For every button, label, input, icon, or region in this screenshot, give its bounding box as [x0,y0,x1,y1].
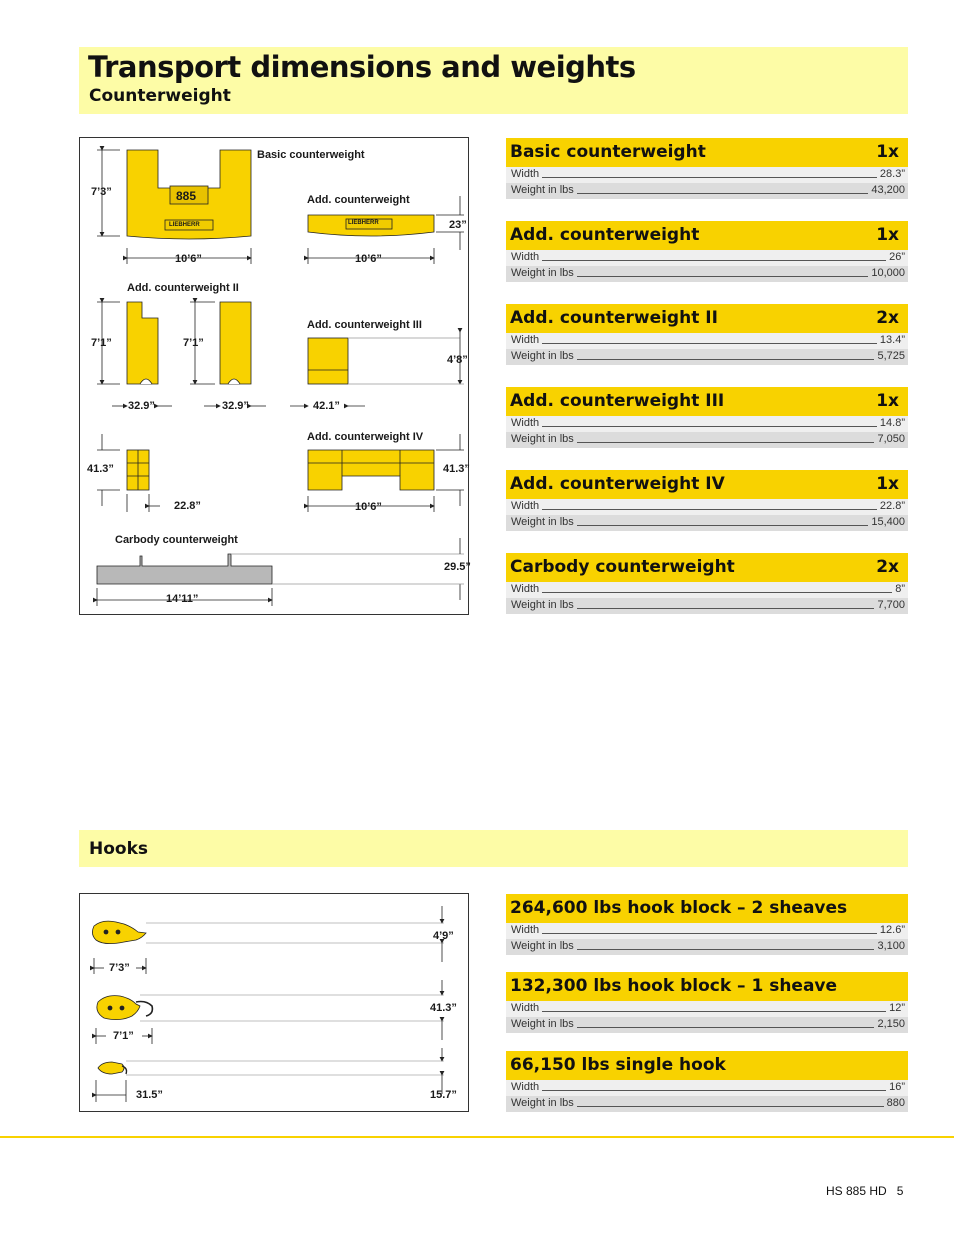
spec-row-width [506,250,908,266]
weight-label: Weight in lbs [511,516,577,528]
carbody-counterweight-label: Carbody counterweight [115,534,238,546]
weight-label: Weight in lbs [511,350,577,362]
width-label: Width [511,924,542,936]
add-height-dim: 23” [449,219,467,231]
page-number: 5 [896,1184,904,1198]
spec-header [506,894,908,923]
spec-name: Add. counterweight III [510,391,725,411]
footer [826,1184,903,1198]
add-counterweight-3-label: Add. counterweight III [307,319,422,331]
spec-row-weight [506,349,908,365]
hook2-height-dim: 41.3” [430,1002,457,1014]
width-value: 13.4” [877,334,905,346]
spec-row-weight [506,939,908,955]
add-counterweight-4-label: Add. counterweight IV [307,431,424,443]
weight-value: 3,100 [874,940,905,952]
width-label: Width [511,583,542,595]
hook3-height-dim: 15.7” [430,1089,457,1101]
section-title-hooks: Hooks [89,839,149,859]
spec-hook-block-2-sheaves [506,894,908,955]
spec-quantity: 2x [876,557,899,577]
add-counterweight-2-shape-a [127,302,158,384]
width-value: 26” [886,251,905,263]
spec-add-counterweight-2 [506,304,908,365]
carbody-counterweight-shape [97,554,272,584]
basic-brand-logo: LIEBHERR [169,222,200,228]
spec-single-hook [506,1051,908,1112]
weight-label: Weight in lbs [511,433,577,445]
spec-row-weight [506,515,908,531]
weight-label: Weight in lbs [511,940,577,952]
add2-height-a-dim: 7’1” [91,337,112,349]
weight-value: 7,700 [874,599,905,611]
basic-counterweight-label: Basic counterweight [257,149,365,161]
weight-label: Weight in lbs [511,1097,577,1109]
add2-width-a-dim: 32.9” [128,400,155,412]
footer-model: HS 885 HD [826,1184,887,1198]
spec-row-weight [506,1017,908,1033]
spec-row-weight [506,266,908,282]
spec-quantity: 1x [876,225,899,245]
spec-name: Add. counterweight II [510,308,718,328]
add2-width-b-dim: 32.9” [222,400,249,412]
spec-header [506,470,908,499]
spec-header [506,553,908,582]
add-counterweight-3-shape [308,338,348,384]
width-value: 16” [886,1081,905,1093]
spec-row-width [506,1001,908,1017]
spec-quantity: 1x [876,474,899,494]
add4-side-height-dim: 41.3” [87,463,114,475]
weight-value: 43,200 [868,184,905,196]
hooks-band [79,830,908,867]
basic-width-dim: 10’6” [175,253,202,265]
basic-model-mark: 885 [176,189,197,203]
width-value: 22.8” [877,500,905,512]
spec-row-weight [506,598,908,614]
weight-label: Weight in lbs [511,184,577,196]
spec-quantity: 1x [876,142,899,162]
weight-value: 15,400 [868,516,905,528]
spec-name: 264,600 lbs hook block – 2 sheaves [510,898,848,918]
spec-add-counterweight-3 [506,387,908,448]
carbody-height-dim: 29.5” [444,561,471,573]
spec-header [506,221,908,250]
weight-value: 880 [884,1097,905,1109]
spec-carbody-counterweight [506,553,908,614]
add-counterweight-2-shape-b [220,302,251,384]
width-value: 14.8” [877,417,905,429]
spec-row-width [506,416,908,432]
spec-add-counterweight-4 [506,470,908,531]
footer-rule [0,1136,954,1138]
spec-row-width [506,333,908,349]
weight-value: 5,725 [874,350,905,362]
weight-value: 7,050 [874,433,905,445]
add4-height-dim: 41.3” [443,463,470,475]
single-hook-shape [98,1062,124,1074]
spec-row-width [506,923,908,939]
hooks-drawing [80,894,468,1111]
hook-block-1-sheave-shape [97,996,140,1020]
add-counterweight-label: Add. counterweight [307,194,410,206]
spec-row-weight [506,1096,908,1112]
spec-row-width [506,167,908,183]
spec-row-width [506,499,908,515]
spec-header [506,972,908,1001]
weight-label: Weight in lbs [511,1018,577,1030]
spec-header [506,387,908,416]
add-brand-logo: LIEBHERR [348,220,379,226]
spec-name: 66,150 lbs single hook [510,1055,726,1075]
spec-basic-counterweight [506,138,908,199]
hook1-height-dim: 4’9” [433,930,454,942]
hook3-width-dim: 31.5” [136,1089,163,1101]
spec-add-counterweight [506,221,908,282]
add-width-dim: 10’6” [355,253,382,265]
weight-value: 2,150 [874,1018,905,1030]
title-band [79,47,908,114]
add4-side-width-dim: 22.8” [174,500,201,512]
spec-hook-block-1-sheave [506,972,908,1033]
hook1-width-dim: 7’3” [109,962,130,974]
add-counterweight-4-shape [308,450,434,490]
width-label: Width [511,500,542,512]
width-label: Width [511,334,542,346]
width-value: 12.6” [877,924,905,936]
spec-name: Add. counterweight [510,225,700,245]
width-label: Width [511,251,542,263]
weight-label: Weight in lbs [511,267,577,279]
weight-label: Weight in lbs [511,599,577,611]
spec-header [506,304,908,333]
spec-header [506,138,908,167]
basic-height-dim: 7’3” [91,186,112,198]
page-title: Transport dimensions and weights [88,50,636,84]
spec-row-width [506,582,908,598]
spec-name: 132,300 lbs hook block – 1 sheave [510,976,838,996]
spec-row-weight [506,432,908,448]
section-title-counterweight: Counterweight [89,86,231,106]
add-counterweight-2-label: Add. counterweight II [127,282,239,294]
spec-name: Add. counterweight IV [510,474,725,494]
add4-width-dim: 10’6” [355,501,382,513]
spec-name: Basic counterweight [510,142,706,162]
spec-quantity: 1x [876,391,899,411]
add2-height-b-dim: 7’1” [183,337,204,349]
hooks-diagram [79,893,469,1112]
width-value: 8” [892,583,905,595]
width-label: Width [511,1002,542,1014]
width-value: 28.3” [877,168,905,180]
add3-height-dim: 4’8” [447,354,468,366]
spec-row-width [506,1080,908,1096]
spec-header [506,1051,908,1080]
carbody-width-dim: 14’11” [166,593,199,605]
width-label: Width [511,1081,542,1093]
counterweight-diagram [79,137,469,615]
spec-row-weight [506,183,908,199]
width-label: Width [511,168,542,180]
weight-value: 10,000 [868,267,905,279]
width-value: 12” [886,1002,905,1014]
spec-quantity: 2x [876,308,899,328]
spec-name: Carbody counterweight [510,557,735,577]
width-label: Width [511,417,542,429]
hook2-width-dim: 7’1” [113,1030,134,1042]
add3-width-dim: 42.1” [313,400,340,412]
